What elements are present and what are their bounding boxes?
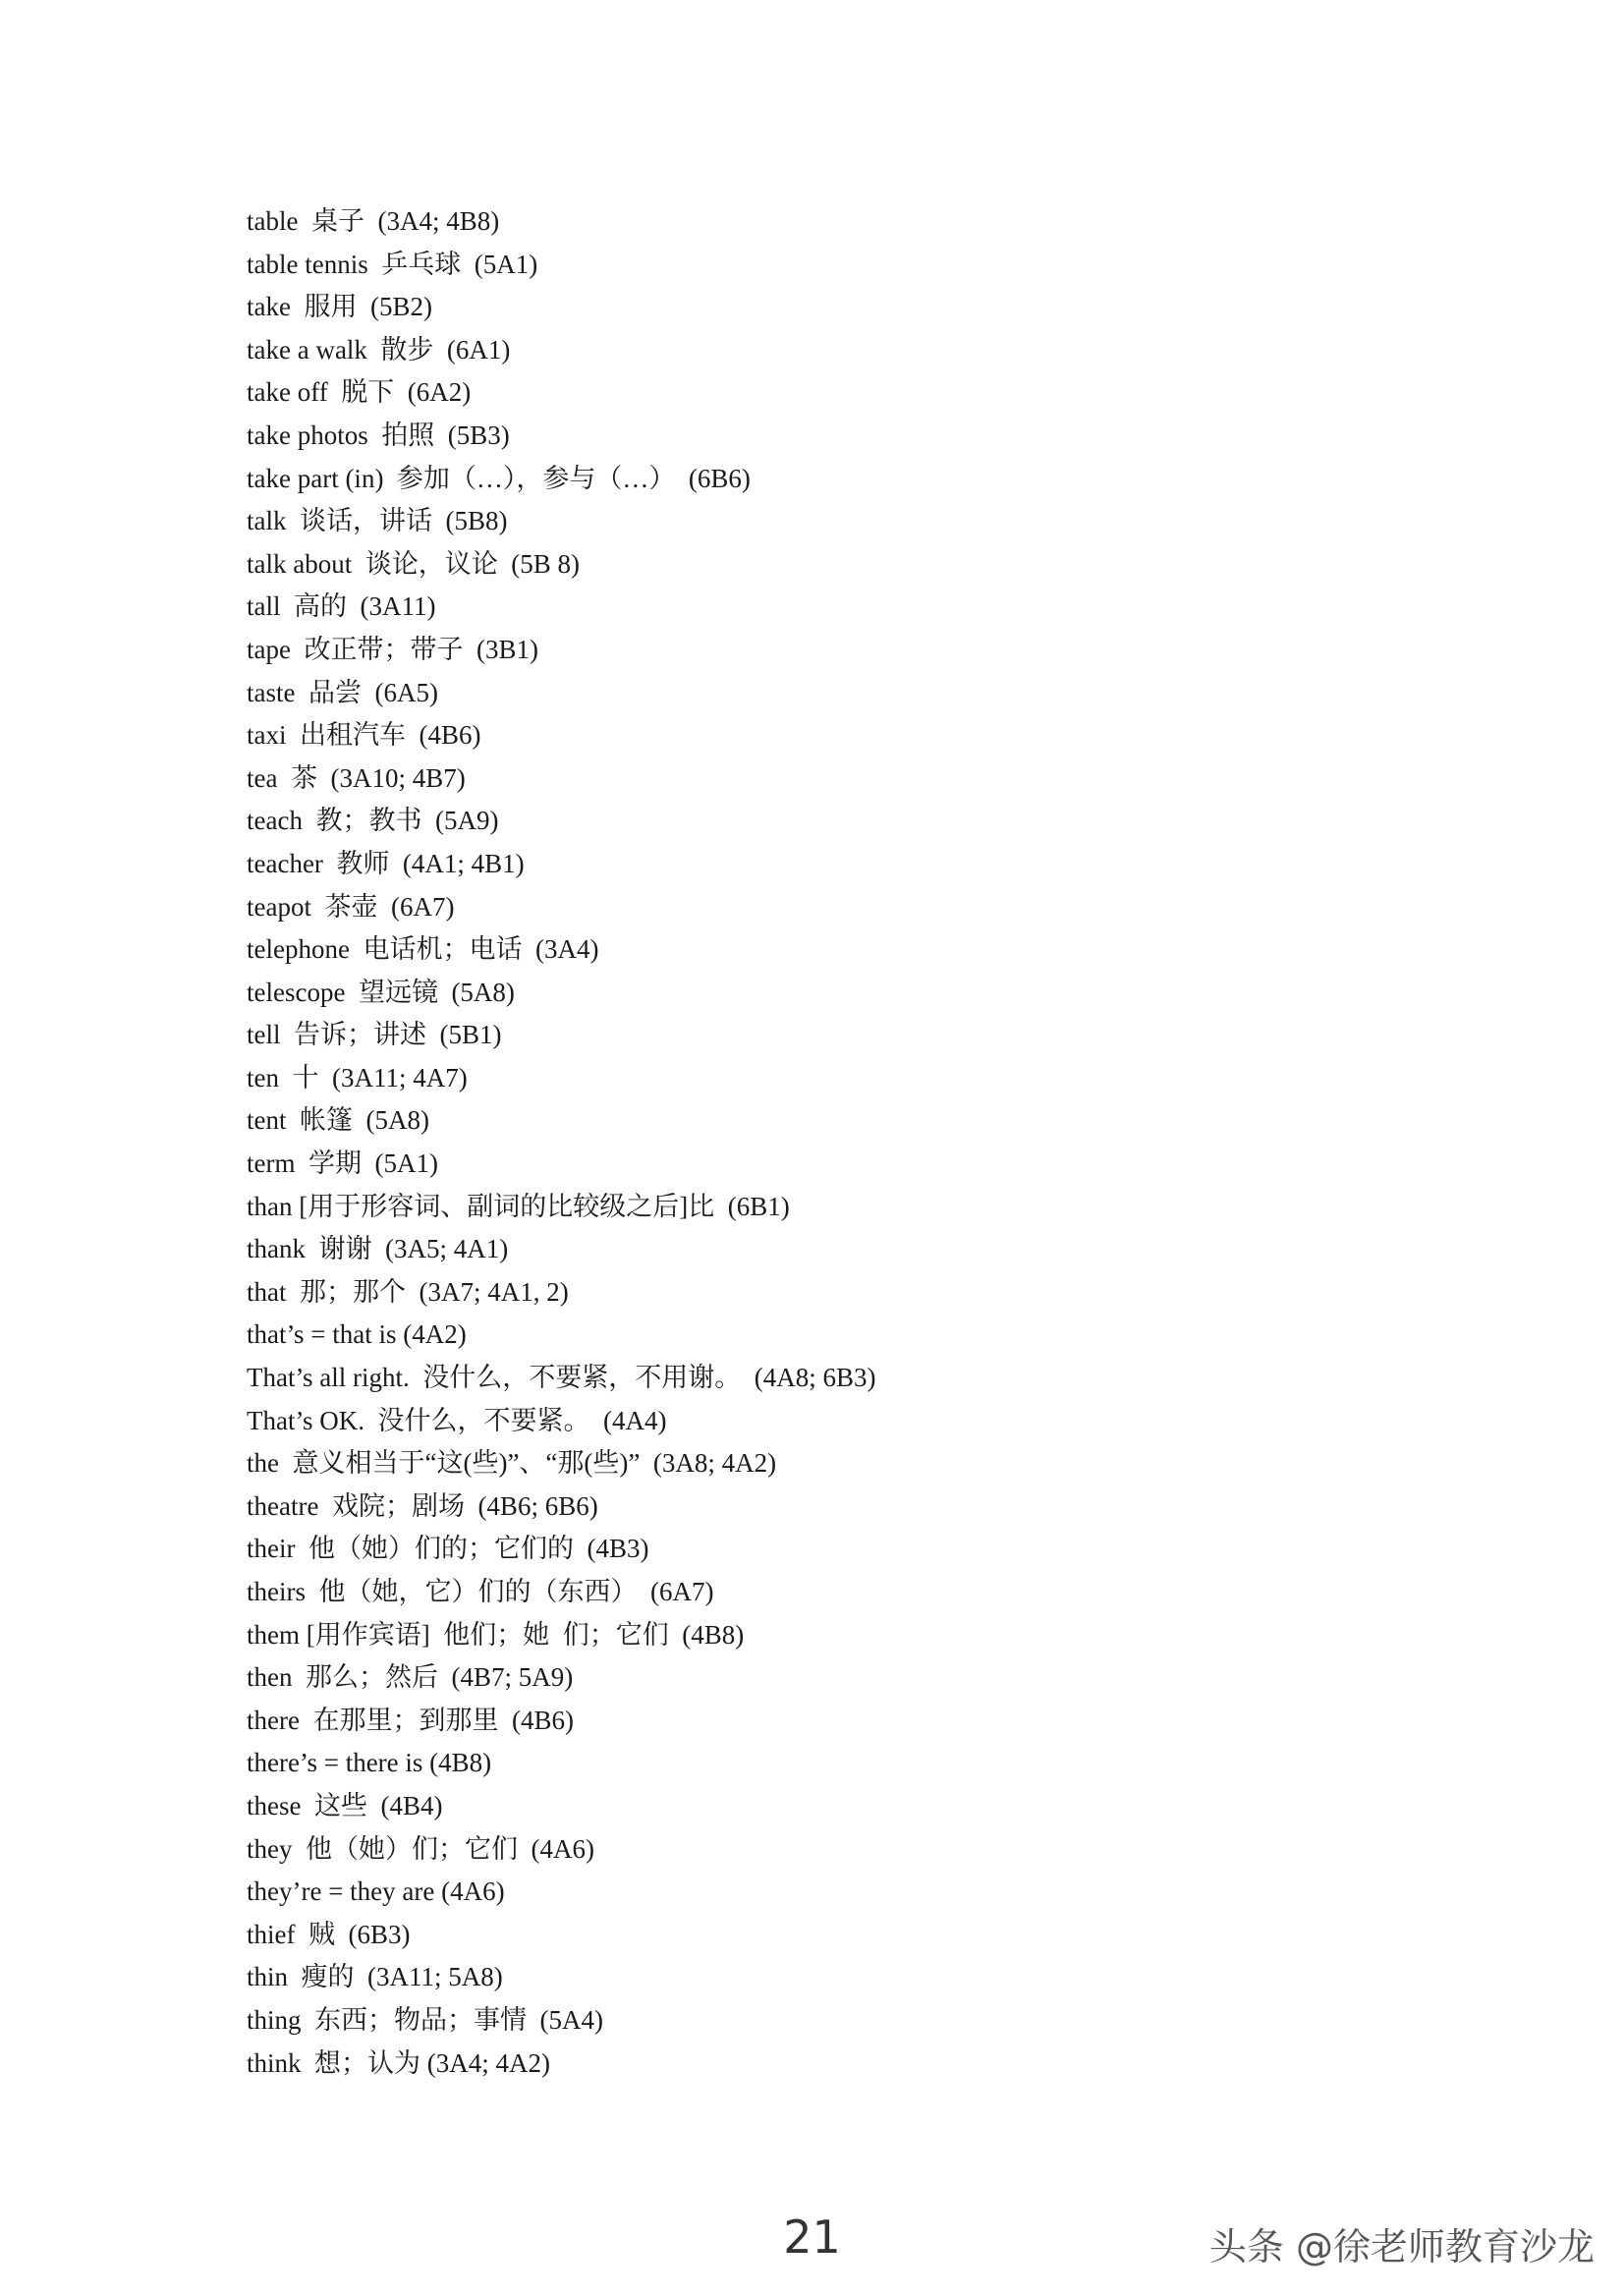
vocabulary-entry: tall 高的 (3A11): [247, 591, 436, 622]
vocabulary-entry: talk about 谈论，议论 (5B 8): [247, 548, 580, 579]
vocabulary-entry: take a walk 散步 (6A1): [247, 334, 511, 364]
vocabulary-entry: think 想；认为 (3A4; 4A2): [247, 2047, 550, 2078]
vocabulary-entry: thief 贼 (6B3): [247, 1919, 411, 1949]
vocabulary-entry: taste 品尝 (6A5): [247, 677, 438, 707]
vocabulary-entry: then 那么；然后 (4B7; 5A9): [247, 1662, 574, 1693]
page-number: 21: [783, 2211, 841, 2264]
vocabulary-entry: talk 谈话，讲话 (5B8): [247, 506, 508, 536]
vocabulary-entry: than [用于形容词、副词的比较级之后]比 (6B1): [247, 1191, 790, 1221]
vocabulary-entry: their 他（她）们的；它们的 (4B3): [247, 1534, 649, 1564]
vocabulary-entry: term 学期 (5A1): [247, 1148, 438, 1179]
vocabulary-entry: teacher 教师 (4A1; 4B1): [247, 848, 525, 878]
vocabulary-entry: tea 茶 (3A10; 4B7): [247, 762, 466, 793]
vocabulary-entry: they’re = they are (4A6): [247, 1876, 505, 1907]
vocabulary-entry: theatre 戏院；剧场 (4B6; 6B6): [247, 1490, 598, 1521]
vocabulary-list: [247, 200, 1475, 2085]
vocabulary-entry: take part (in) 参加（…），参与（…） (6B6): [247, 463, 751, 493]
vocabulary-entry: thing 东西；物品；事情 (5A4): [247, 2004, 603, 2035]
vocabulary-entry: teapot 茶壶 (6A7): [247, 891, 455, 922]
vocabulary-entry: them [用作宾语] 他们；她 们；它们 (4B8): [247, 1619, 745, 1650]
vocabulary-entry: there 在那里；到那里 (4B6): [247, 1705, 574, 1735]
vocabulary-entry: telephone 电话机；电话 (3A4): [247, 934, 599, 965]
vocabulary-entry: ten 十 (3A11; 4A7): [247, 1062, 468, 1092]
watermark: 头条 @徐老师教育沙龙: [1208, 2225, 1595, 2268]
vocabulary-entry: take 服用 (5B2): [247, 292, 432, 322]
vocabulary-entry: there’s = there is (4B8): [247, 1748, 492, 1778]
vocabulary-entry: tent 帐篷 (5A8): [247, 1105, 429, 1136]
vocabulary-entry: tell 告诉；讲述 (5B1): [247, 1020, 502, 1050]
vocabulary-entry: take off 脱下 (6A2): [247, 377, 472, 408]
vocabulary-entry: that’s = that is (4A2): [247, 1319, 467, 1350]
vocabulary-entry: these 这些 (4B4): [247, 1790, 443, 1820]
vocabulary-entry: thin 瘦的 (3A11; 5A8): [247, 1962, 503, 1992]
vocabulary-entry: that 那；那个 (3A7; 4A1, 2): [247, 1276, 569, 1307]
vocabulary-entry: taxi 出租汽车 (4B6): [247, 720, 481, 751]
vocabulary-entry: thank 谢谢 (3A5; 4A1): [247, 1234, 509, 1264]
vocabulary-entry: That’s OK. 没什么，不要紧。 (4A4): [247, 1405, 667, 1435]
vocabulary-entry: theirs 他（她，它）们的（东西） (6A7): [247, 1577, 714, 1606]
vocabulary-entry: take photos 拍照 (5B3): [247, 420, 510, 450]
vocabulary-entry: they 他（她）们；它们 (4A6): [247, 1833, 594, 1864]
vocabulary-entry: the 意义相当于“这(些)”、“那(些)” (3A8; 4A2): [247, 1448, 777, 1479]
vocabulary-entry: teach 教；教书 (5A9): [247, 806, 499, 836]
vocabulary-entry: tape 改正带；带子 (3B1): [247, 634, 538, 664]
vocabulary-entry: table tennis 乒乓球 (5A1): [247, 249, 538, 279]
vocabulary-entry: table 桌子 (3A4; 4B8): [247, 206, 500, 236]
vocabulary-entry: telescope 望远镜 (5A8): [247, 977, 515, 1007]
vocabulary-entry: That’s all right. 没什么，不要紧，不用谢。 (4A8; 6B3): [247, 1363, 876, 1393]
